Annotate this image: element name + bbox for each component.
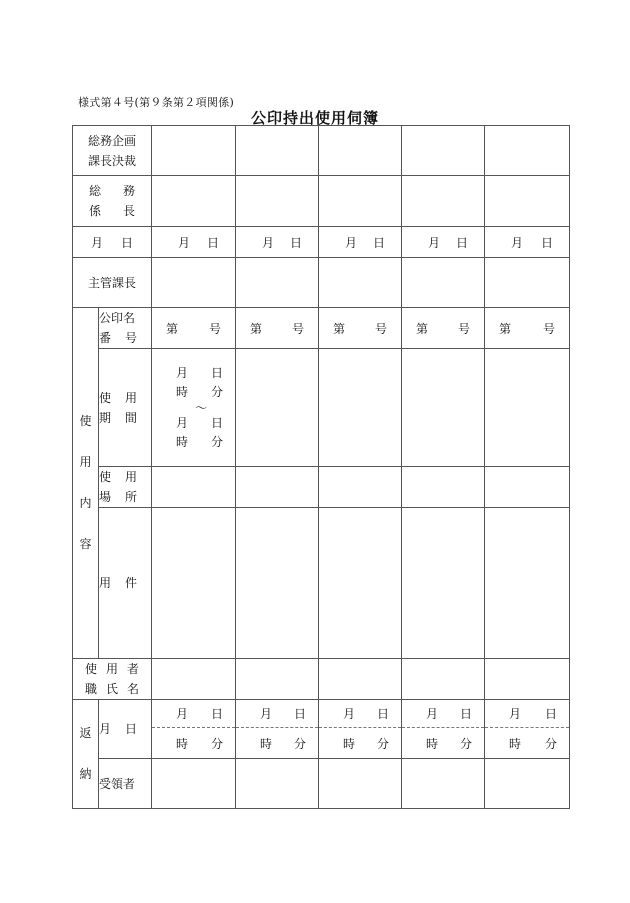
day-label: 日 (211, 415, 224, 430)
hour-label: 時 (176, 384, 189, 399)
day-label: 日 (290, 235, 303, 250)
section-chief-cell[interactable] (152, 258, 236, 308)
section-chief-cell[interactable] (319, 258, 402, 308)
return-date-cell[interactable] (152, 700, 236, 759)
minute-label: 分 (377, 736, 390, 751)
hour-label: 時 (176, 434, 189, 449)
seal-cell[interactable] (319, 308, 402, 349)
place-label-char: 所 (124, 490, 137, 504)
usage-group-char: 用 (79, 455, 92, 469)
tilde-mark: ～ (195, 400, 208, 415)
page-title: 公印持出使用伺簿 (250, 109, 379, 127)
go-label: 号 (458, 321, 471, 336)
section-chief-cell[interactable] (485, 258, 570, 308)
receiver-cell[interactable] (402, 759, 485, 809)
month-label: 月 (345, 235, 358, 250)
month-label: 月 (426, 707, 439, 721)
hour-label: 時 (426, 736, 439, 751)
minute-label: 分 (460, 736, 473, 751)
approver2-char: 長 (122, 204, 135, 218)
user-label-char: 名 (126, 682, 139, 696)
period-cell[interactable] (236, 349, 319, 467)
dai-label: 第 (166, 321, 179, 336)
seal-cell[interactable] (236, 308, 319, 349)
purpose-label (99, 508, 152, 659)
month-label: 月 (91, 235, 104, 250)
approver1-label (73, 126, 152, 176)
receiver-cell[interactable] (236, 759, 319, 809)
approver2-row (73, 176, 570, 227)
usage-group-char: 内 (79, 496, 92, 510)
user-label-char: 用 (105, 662, 118, 676)
receiver-cell[interactable] (152, 759, 236, 809)
approver1-row (73, 126, 570, 176)
approver2-cell[interactable] (485, 176, 570, 227)
return-date-cell[interactable] (485, 700, 570, 759)
seal-row (73, 308, 570, 349)
day-label: 日 (456, 235, 469, 250)
dai-label: 第 (250, 321, 263, 336)
user-label (73, 659, 152, 700)
return-group-char: 納 (79, 767, 92, 781)
period-label-char: 間 (124, 410, 137, 425)
day-label: 日 (211, 365, 224, 380)
seal-number-char: 号 (124, 331, 137, 345)
return-date-char: 日 (124, 722, 137, 736)
seal-cell[interactable] (402, 308, 485, 349)
place-label-char: 場 (99, 490, 112, 504)
place-cell[interactable] (485, 467, 570, 508)
go-label: 号 (543, 321, 556, 336)
approver1-cell[interactable] (402, 126, 485, 176)
purpose-row (73, 508, 570, 659)
user-label-char: 者 (126, 662, 139, 676)
date-cell[interactable] (236, 227, 319, 258)
usage-group-char: 容 (79, 537, 92, 551)
day-label: 日 (121, 235, 134, 250)
place-label (99, 467, 152, 508)
period-label-char: 用 (124, 390, 137, 405)
approver2-char: 総 (89, 184, 102, 198)
month-label: 月 (511, 235, 524, 250)
usage-group-char: 使 (79, 414, 92, 428)
seal-label (99, 308, 152, 349)
month-label: 月 (428, 235, 441, 250)
approver2-label (73, 176, 152, 227)
approver2-char: 務 (122, 184, 135, 198)
day-label: 日 (541, 235, 554, 250)
user-row (73, 659, 570, 700)
purpose-label-char: 件 (124, 576, 137, 590)
minute-label: 分 (211, 434, 224, 449)
purpose-cell[interactable] (152, 508, 236, 659)
approver1-cell[interactable] (152, 126, 236, 176)
purpose-cell[interactable] (485, 508, 570, 659)
user-label-char: 使 (85, 662, 98, 676)
usage-group-label (73, 308, 99, 659)
return-date-label (99, 700, 152, 759)
user-label-char: 氏 (105, 682, 118, 696)
receiver-cell[interactable] (485, 759, 570, 809)
place-cell[interactable] (236, 467, 319, 508)
hour-label: 時 (343, 736, 356, 751)
month-label: 月 (343, 707, 356, 721)
hour-label: 時 (176, 736, 189, 751)
purpose-cell[interactable] (402, 508, 485, 659)
section-chief-row (73, 258, 570, 308)
month-label: 月 (176, 415, 189, 430)
approver1-cell[interactable] (319, 126, 402, 176)
date-row (73, 227, 570, 258)
purpose-label-char: 用 (99, 576, 112, 590)
day-label: 日 (211, 707, 224, 721)
section-chief-cell[interactable] (402, 258, 485, 308)
return-date-cell[interactable] (319, 700, 402, 759)
purpose-cell[interactable] (319, 508, 402, 659)
approver2-cell[interactable] (402, 176, 485, 227)
approver2-cell[interactable] (319, 176, 402, 227)
month-label: 月 (262, 235, 275, 250)
user-cell[interactable] (485, 659, 570, 700)
return-date-cell[interactable] (402, 700, 485, 759)
go-label: 号 (292, 321, 305, 336)
period-cell[interactable] (152, 349, 236, 467)
seal-cell[interactable] (152, 308, 236, 349)
hour-label: 時 (260, 736, 273, 751)
date-cell[interactable] (152, 227, 236, 258)
receiver-row (73, 759, 570, 809)
user-cell[interactable] (152, 659, 236, 700)
approver2-cell[interactable] (152, 176, 236, 227)
date-cell[interactable] (402, 227, 485, 258)
place-label-char: 使 (99, 470, 112, 484)
form-reference: 様式第４号(第９条第２項関係) (78, 96, 235, 109)
day-label: 日 (377, 707, 390, 721)
month-label: 月 (509, 707, 522, 721)
user-cell[interactable] (319, 659, 402, 700)
minute-label: 分 (294, 736, 307, 751)
month-label: 月 (176, 365, 189, 380)
period-cell[interactable] (485, 349, 570, 467)
month-label: 月 (178, 235, 191, 250)
approver1-cell[interactable] (236, 126, 319, 176)
minute-label: 分 (211, 384, 224, 399)
seal-number-char: 番 (99, 331, 112, 345)
section-chief-cell[interactable] (236, 258, 319, 308)
date-cell[interactable] (485, 227, 570, 258)
receiver-cell[interactable] (319, 759, 402, 809)
period-label-char: 期 (99, 410, 112, 425)
day-label: 日 (460, 707, 473, 721)
purpose-cell[interactable] (236, 508, 319, 659)
ledger-table (72, 125, 570, 809)
receiver-label: 受領者 (99, 759, 152, 809)
period-row (73, 349, 570, 467)
period-label (99, 349, 152, 467)
section-chief-label: 主管課長 (73, 258, 152, 308)
seal-name-text: 公印名 (99, 311, 136, 325)
approver1-line1: 総務企画 (88, 133, 137, 148)
day-label: 日 (373, 235, 386, 250)
period-cell[interactable] (319, 349, 402, 467)
return-date-char: 月 (99, 722, 112, 736)
period-label-char: 使 (99, 390, 112, 405)
approver2-char: 係 (89, 204, 102, 218)
dai-label: 第 (416, 321, 429, 336)
period-cell[interactable] (402, 349, 485, 467)
place-cell[interactable] (402, 467, 485, 508)
place-cell[interactable] (152, 467, 236, 508)
go-label: 号 (375, 321, 388, 336)
minute-label: 分 (545, 736, 558, 751)
user-cell[interactable] (402, 659, 485, 700)
return-group-char: 返 (79, 726, 92, 740)
return-date-cell[interactable] (236, 700, 319, 759)
return-group-label (73, 700, 99, 809)
seal-cell[interactable] (485, 308, 570, 349)
dai-label: 第 (499, 321, 512, 336)
go-label: 号 (209, 321, 222, 336)
month-label: 月 (260, 707, 273, 721)
user-cell[interactable] (236, 659, 319, 700)
day-label: 日 (294, 707, 307, 721)
day-label: 日 (545, 707, 558, 721)
place-cell[interactable] (319, 467, 402, 508)
return-date-row (73, 700, 570, 759)
place-row (73, 467, 570, 508)
date-cell[interactable] (319, 227, 402, 258)
month-label: 月 (176, 707, 189, 721)
day-label: 日 (207, 235, 220, 250)
approver1-line2: 課長決裁 (88, 153, 137, 168)
date-label (73, 227, 152, 258)
minute-label: 分 (211, 736, 224, 751)
place-label-char: 用 (124, 470, 137, 484)
approver1-cell[interactable] (485, 126, 570, 176)
hour-label: 時 (509, 736, 522, 751)
dai-label: 第 (333, 321, 346, 336)
approver2-cell[interactable] (236, 176, 319, 227)
user-label-char: 職 (85, 682, 98, 696)
